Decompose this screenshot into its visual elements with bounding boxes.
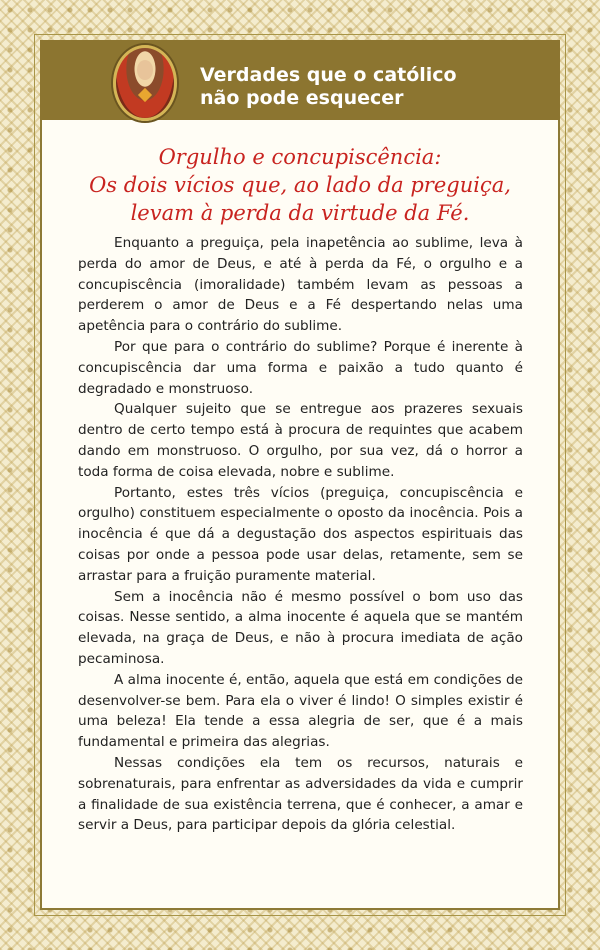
article-body [78,233,523,836]
header-title-line1: Verdades que o católico [200,64,457,86]
paragraph: Nessas condições ela tem os recursos, naturais e sobrenaturais, para enfrentar as adversidades da vida e cumprir a finalidade de sua existência terrena, que é conhecer, a amar e servir a Deus, para participar depois da glória celestial. [78,754,523,834]
subtitle-line1: Orgulho e concupiscência: [158,145,442,169]
paragraph: A alma inocente é, então, aquela que está em condições de desenvolver-se bem. Para ela o viver é lindo! O simples existir é uma beleza! Ela tende a essa alegria de ser, que é a mais fundamental e primeira das alegrias. [78,671,523,751]
paragraph: Enquanto a preguiça, pela inapetência ao sublime, leva à perda do amor de Deus, e até à perda da Fé, o orgulho e a concupiscência (imoralidade) também levam as pessoas a perderem o amor de Deus e a Fé despertando nelas uma apetência para o contrário do sublime. [78,235,523,335]
paragraph: Portanto, estes três vícios (preguiça, concupiscência e orgulho) constituem especialmente o oposto da inocência. Pois a inocência é que dá a degustação dos aspectos espirituais das coisas por onde a pessoa pode usar delas, retamente, sem se arrastar para a fruição puramente material. [78,484,523,584]
header-title-line2: não pode esquecer [200,87,404,109]
subtitle-line3: levam à perda da virtude da Fé. [130,201,470,225]
paragraph: Qualquer sujeito que se entregue aos prazeres sexuais dentro de certo tempo está à procura de requintes que acabem dando em monstruoso. O orgulho, por sua vez, dá o horror a toda forma de coisa elevada, nobre e sublime. [78,401,523,480]
paragraph: Sem a inocência não é mesmo possível o bom uso das coisas. Nesse sentido, a alma inocente é aquela que se mantém elevada, na graça de Deus, e não à procura imediata de ação pecaminosa. [78,588,523,667]
header-title [200,64,540,110]
subtitle-line2: Os dois vícios que, ao lado da preguiça, [89,173,511,197]
paragraph: Por que para o contrário do sublime? Porque é inerente à concupiscência dar uma forma e paixão a tudo quanto é degradado e monstruoso. [78,338,523,397]
article-subtitle [60,143,540,227]
medallion-face [137,60,153,80]
medallion-heart [138,88,152,102]
sacred-heart-medallion [113,45,177,121]
